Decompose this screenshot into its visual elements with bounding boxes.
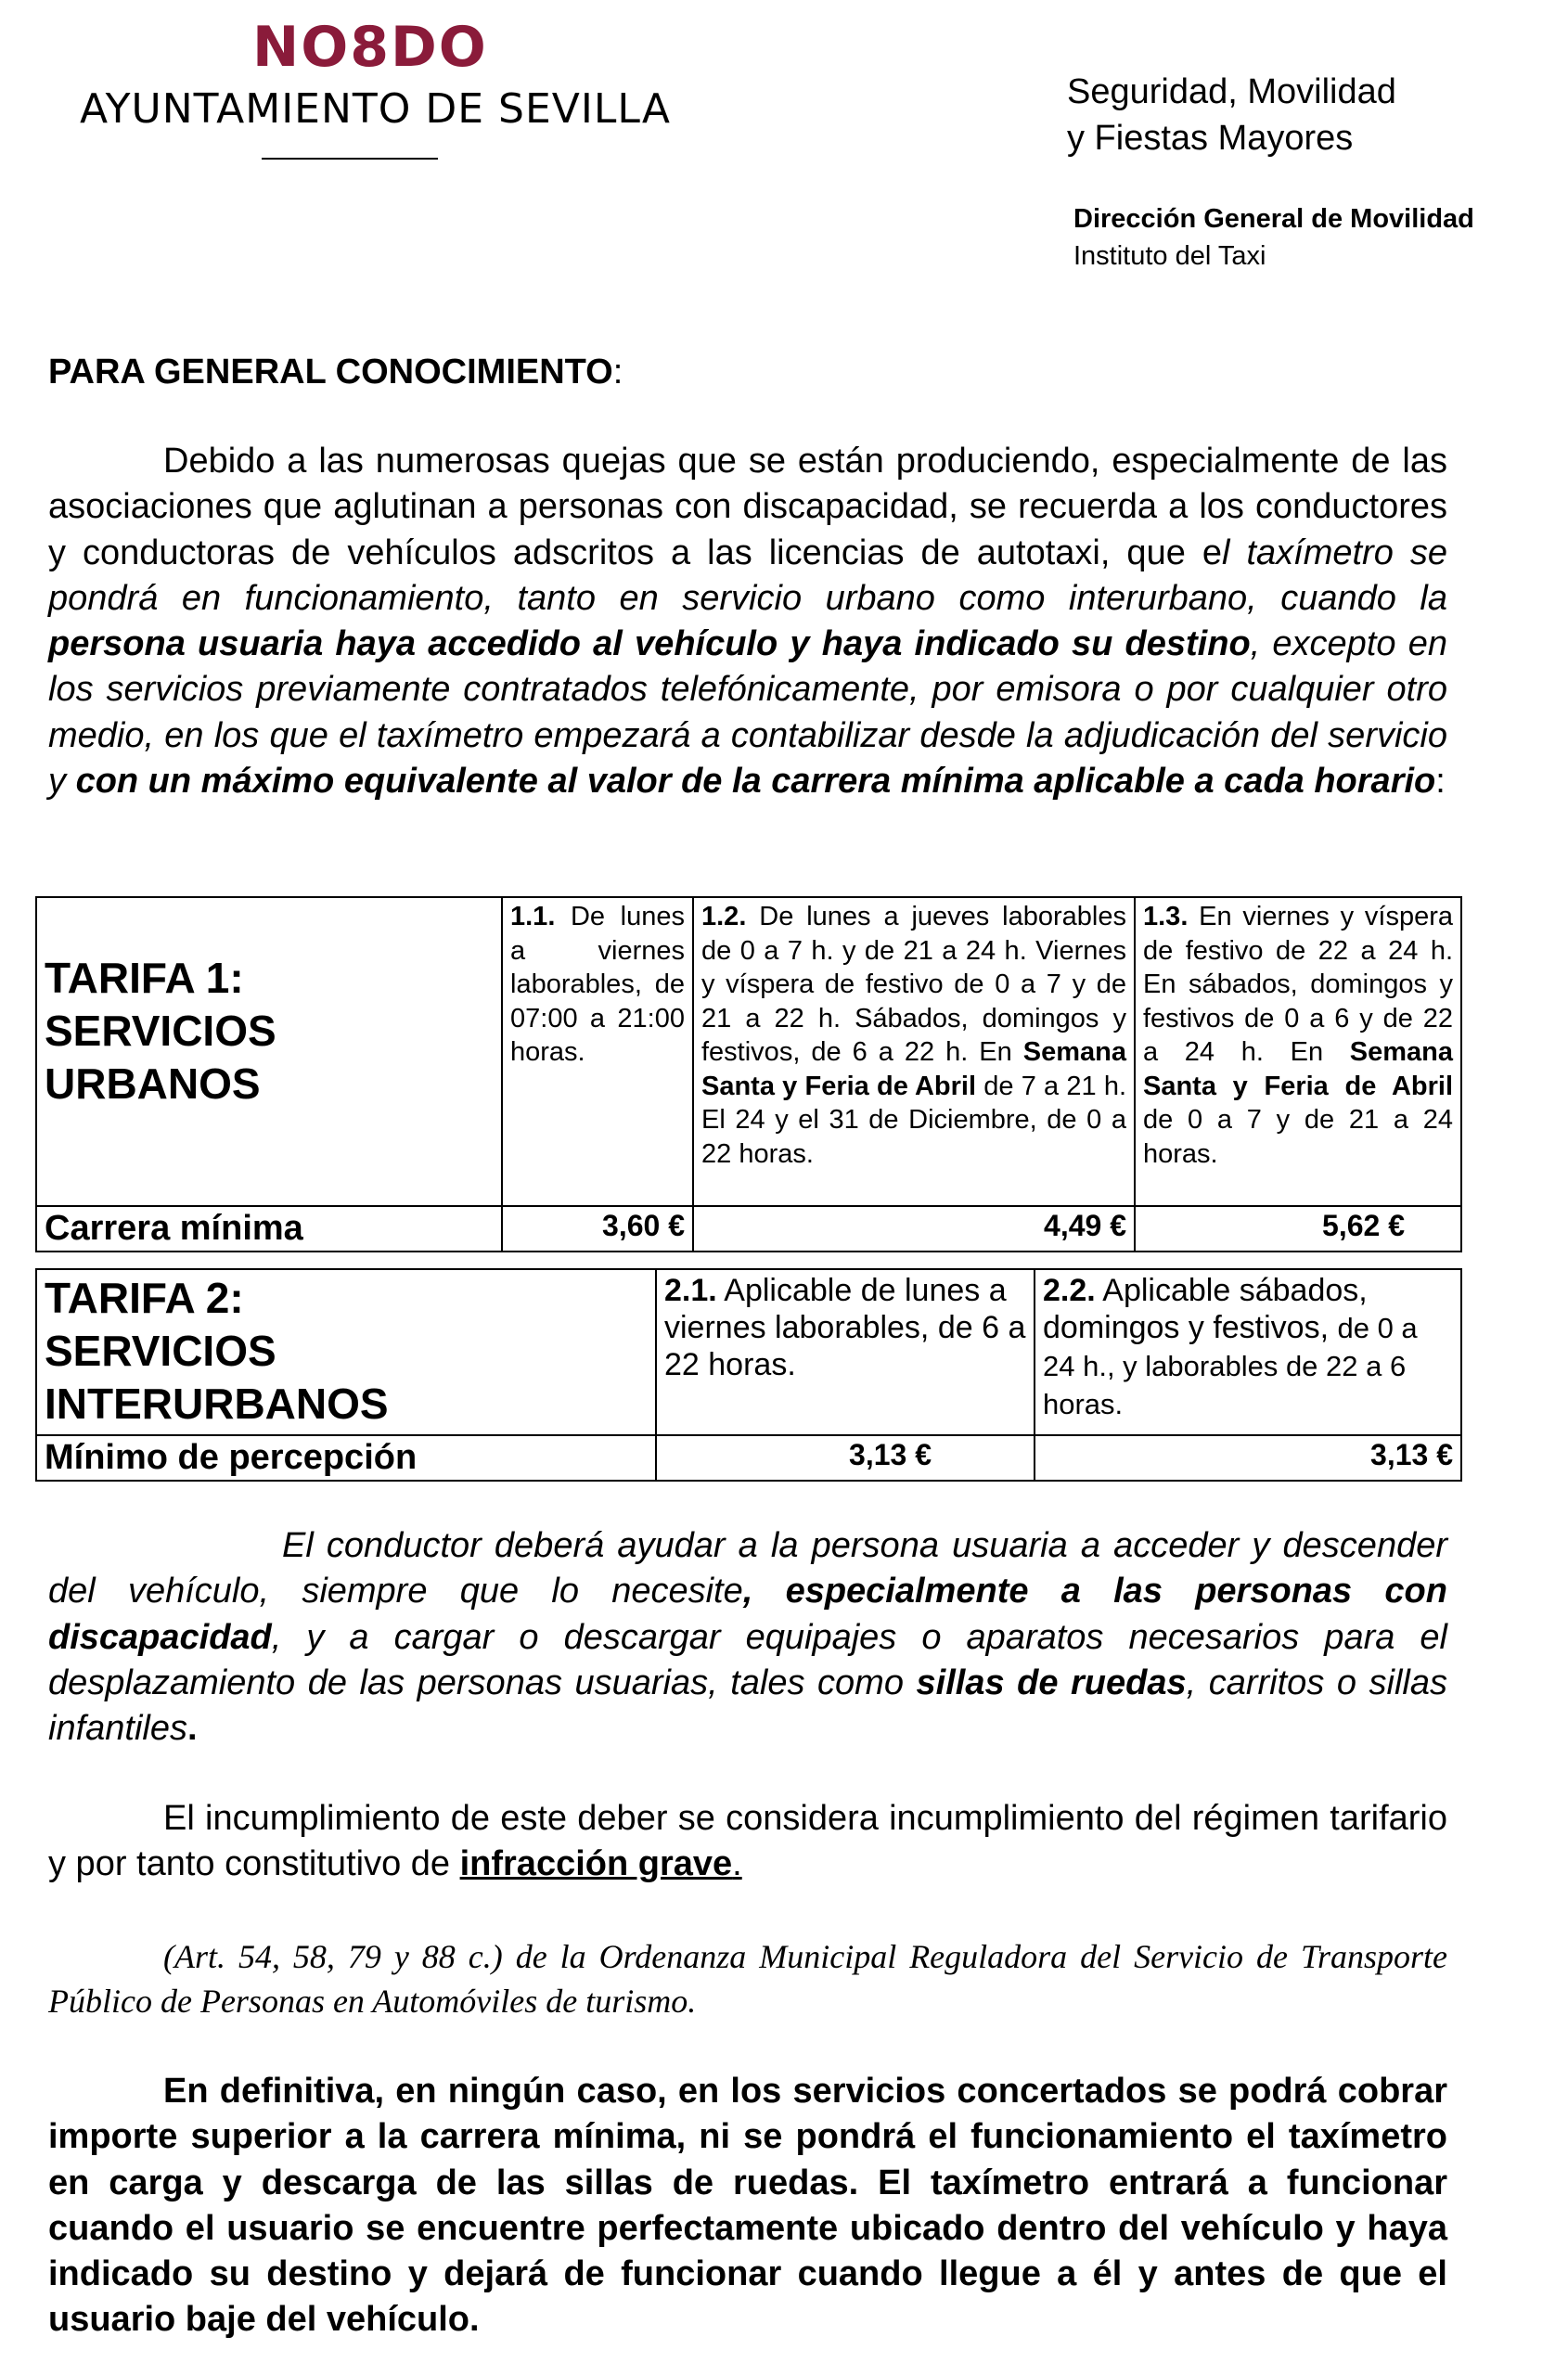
notice-heading — [48, 353, 623, 392]
infraction-text-1: El incumplimiento de este deber se considera incumplimiento del régimen tarifario y por tanto constitutivo de — [48, 1799, 1447, 1884]
notice-heading-colon: : — [612, 353, 623, 392]
institute-name: Instituto del Taxi — [1073, 241, 1266, 271]
tarifa-2-title-line-1: TARIFA 2: — [45, 1274, 244, 1322]
tarifa-2-2-cell — [1035, 1269, 1461, 1435]
tarifa-1-title-line-3: URBANOS — [45, 1059, 261, 1108]
assistance-text-4: sillas de ruedas — [916, 1662, 1187, 1702]
intro-text-1: Debido a las numerosas quejas que se están produciendo, especialmente de las asociaciones que aglutinan a personas con discapacidad, se recuerda a los conductores y conductoras de vehículos adscritos a las licencias de autotaxi, que e — [48, 442, 1447, 572]
tarifa-1-2-text-b: Semana Santa y Feria de Abril — [701, 1037, 1126, 1101]
tarifa-2-2-text-b: de 0 a 24 h., y laborables de 22 a 6 horas. — [1043, 1312, 1418, 1420]
assistance-text-1: El conductor deberá ayudar a la persona usuaria a acceder y descender del vehículo, siempre que lo necesite — [48, 1526, 1447, 1611]
infraction-text-2: infracción grave — [459, 1844, 733, 1884]
conclusion-text: En definitiva, en ningún caso, en los servicios concertados se podrá cobrar importe superior a la carrera mínima, ni se pondrá el funcionamiento el taxímetro en carga y descarga de las sillas de ruedas. El taxímetro entrará a funcionar cuando el usuario se encuentre perfectamente ubicado dentro del vehículo y haya indicado su destino y dejará de funcionar cuando llegue a él y antes de que el usuario baje del vehículo. — [48, 2072, 1447, 2340]
carrera-minima-price-1: 3,60 € — [502, 1206, 693, 1252]
department-line-2: y Fiestas Mayores — [1067, 119, 1354, 158]
tarifa-2-title-line-2: SERVICIOS — [45, 1327, 276, 1375]
tarifa-1-2-text-c: de 7 a 21 h. El 24 y el 31 de Diciembre, de 0 a 22 horas. — [701, 1071, 1127, 1169]
carrera-minima-price-2: 4,49 € — [693, 1206, 1135, 1252]
intro-text-5: con un máximo equivalente al valor de la carrera mínima aplicable a cada horario — [75, 762, 1436, 802]
paragraph-infraction — [48, 1796, 1447, 1888]
assistance-text-5: , carritos o sillas infantiles — [48, 1662, 1447, 1749]
tarifa-1-1-number: 1.1. — [510, 902, 556, 931]
minimo-percepcion-price-1: 3,13 € — [656, 1435, 1035, 1481]
tarifa-2-title-line-3: INTERURBANOS — [45, 1380, 389, 1428]
intro-text-2: l taxímetro se pondrá en funcionamiento, tanto en servicio urbano como interurbano, cuando la — [48, 533, 1447, 618]
minimo-percepcion-label: Mínimo de percepción — [36, 1435, 656, 1481]
logo-city-name: AYUNTAMIENTO DE SEVILLA — [80, 85, 672, 133]
intro-text-6: : — [1435, 762, 1446, 802]
tarifa-1-3-cell — [1135, 897, 1461, 1206]
tarifa-1-1-text: De lunes a viernes laborables, de 07:00 a 21:00 horas. — [510, 902, 685, 1067]
notice-heading-text: PARA GENERAL CONOCIMIENTO — [48, 353, 613, 392]
intro-text-3: persona usuaria haya accedido al vehículo y haya indicado su destino — [48, 624, 1251, 664]
tarifa-1-table — [35, 896, 1462, 1252]
tarifa-1-3-text-c: de 0 a 7 y de 21 a 24 horas. — [1143, 1105, 1453, 1169]
intro-text-4: , excepto en los servicios previamente contratados telefónicamente, por emisora o por cualquier otro medio, en los que el taxímetro empezará a contabilizar desde la adjudicación del servicio y — [48, 624, 1447, 802]
tarifa-1-1-cell — [502, 897, 693, 1206]
tarifa-1-2-number: 1.2. — [701, 902, 747, 931]
assistance-text-6: . — [186, 1709, 198, 1749]
assistance-text-3: , y a cargar o descargar equipajes o aparatos necesarios para el desplazamiento de las personas usuarias, tales como — [48, 1617, 1447, 1702]
tarifa-1-3-text-b: Semana Santa y Feria de Abril — [1143, 1037, 1453, 1101]
tarifa-2-title — [36, 1269, 656, 1435]
paragraph-assistance — [48, 1523, 1447, 1752]
article-reference-text: (Art. 54, 58, 79 y 88 c.) de la Ordenanza Municipal Reguladora del Servicio de Transporte Público de Personas en Automóviles de turismo. — [48, 1938, 1447, 2020]
tarifa-2-2-text-a: Aplicable sábados, domingos y festivos, — [1043, 1273, 1368, 1345]
assistance-text-2: , especialmente a las personas con discapacidad — [48, 1572, 1447, 1657]
department-line-1: Seguridad, Movilidad — [1067, 72, 1396, 111]
carrera-minima-price-3: 5,62 € — [1135, 1206, 1461, 1252]
tarifa-2-2-number: 2.2. — [1043, 1273, 1096, 1308]
infraction-text-3: . — [732, 1844, 742, 1884]
tarifa-1-3-text-a: En viernes y víspera de festivo de 22 a 24 h. En sábados, domingos y festivos de 0 a 6 y de 22 a 24 h. En — [1143, 902, 1453, 1067]
department-title — [1067, 69, 1396, 161]
tarifa-1-title-line-1: TARIFA 1: — [45, 954, 244, 1002]
tarifa-1-2-cell — [693, 897, 1135, 1206]
paragraph-article-reference — [48, 1934, 1447, 2023]
direction-general: Dirección General de Movilidad — [1073, 204, 1474, 234]
logo-underline — [262, 158, 438, 160]
tarifa-2-1-cell — [656, 1269, 1035, 1435]
tarifa-1-3-number: 1.3. — [1143, 902, 1189, 931]
tarifa-1-title-line-2: SERVICIOS — [45, 1007, 276, 1055]
paragraph-conclusion — [48, 2069, 1447, 2343]
tarifa-2-1-text: Aplicable de lunes a viernes laborables, de 6 a 22 horas. — [664, 1273, 1026, 1382]
carrera-minima-label: Carrera mínima — [36, 1206, 502, 1252]
tarifa-1-2-text-a: De lunes a jueves laborables de 0 a 7 h. y de 21 a 24 h. Viernes y víspera de festivo de 0 a 7 y de 21 a 22 h. Sábados, domingos y festivos, de 6 a 22 h. En — [701, 902, 1126, 1067]
tarifa-1-title — [36, 897, 502, 1206]
logo-nodo: NO8DO — [252, 15, 488, 80]
minimo-percepcion-price-2: 3,13 € — [1035, 1435, 1461, 1481]
tarifa-2-table — [35, 1268, 1462, 1482]
paragraph-intro — [48, 439, 1447, 804]
tarifa-2-1-number: 2.1. — [664, 1273, 717, 1308]
